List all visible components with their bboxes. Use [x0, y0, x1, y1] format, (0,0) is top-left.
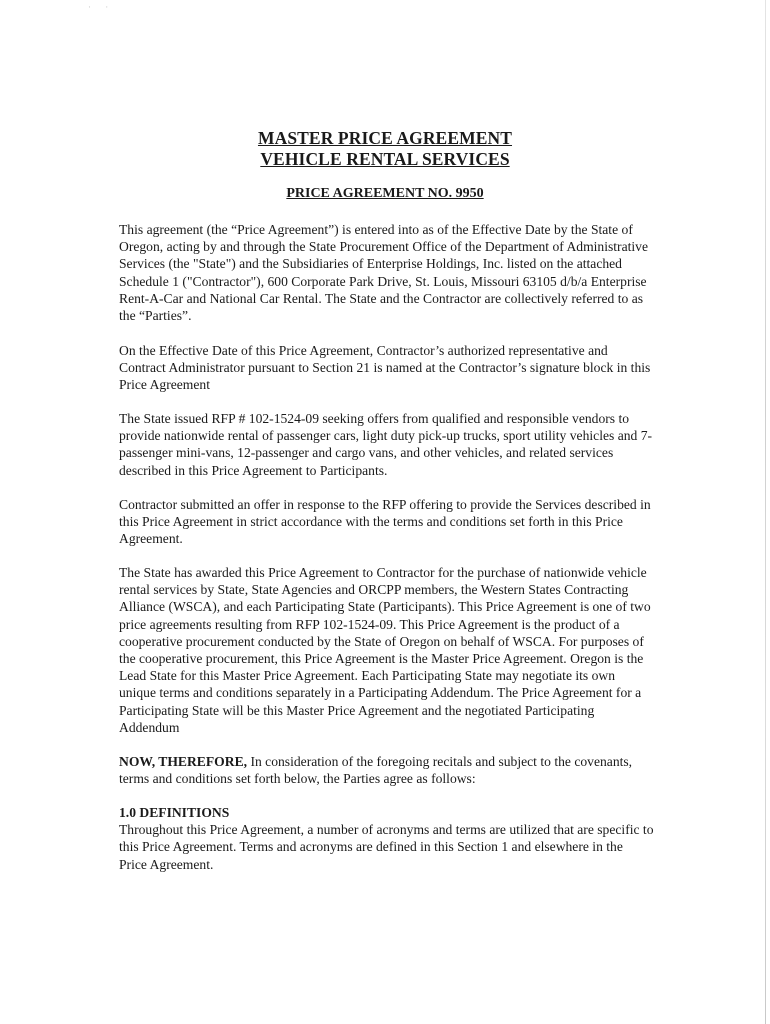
- paragraph-offer-submitted: Contractor submitted an offer in response to the RFP offering to provide the Services described in this Price Agreement in strict accordance with the terms and conditions set forth in this Price Agreement.: [119, 497, 651, 547]
- section-heading-definitions: 1.0 DEFINITIONS: [119, 805, 230, 820]
- document-title-line-2: VEHICLE RENTAL SERVICES: [260, 149, 510, 169]
- now-therefore-text: In consideration of the foregoing recitals and subject to the covenants, terms and conditions set forth below, the Parties agree as follows:: [119, 754, 633, 787]
- paragraph-rfp-issued: The State issued RFP # 102-1524-09 seeking offers from qualified and responsible vendors to provide nationwide rental of passenger cars, light duty pick-up trucks, sport utility vehicles and 7-passenger mini-vans, 12-passenger and cargo vans, and other vehicles, and related services described in this Price Agreement to Participants.: [119, 411, 653, 478]
- paragraph-intro: This agreement (the “Price Agreement”) is entered into as of the Effective Date by the State of Oregon, acting by and through the State Procurement Office of the Department of Administrative Services (the "State") and the Subsidiaries of Enterprise Holdings, Inc. listed on the attached Schedule 1 ("Contractor"), 600 Corporate Park Drive, St. Louis, Missouri 63105 d/b/a Enterprise Rent-A-Car and National Car Rental. The State and the Contractor are collectively referred to as the “Parties”.: [119, 222, 649, 324]
- document-title-line-1: MASTER PRICE AGREEMENT: [257, 128, 513, 148]
- paragraph-award: The State has awarded this Price Agreement to Contractor for the purchase of nationwide vehicle rental services by State, State Agencies and ORCPP members, the Western States Contracting Alliance (WSCA), and each Participating State (Participants). This Price Agreement is one of two price agreements resulting from RFP 102-1524-09. This Price Agreement is the product of a cooperative procurement conducted by the State of Oregon on behalf of WSCA. For purposes of the cooperative procurement, this Price Agreement is the Master Price Agreement. Oregon is the Lead State for this Master Price Agreement. Each Participating State may negotiate its own unique terms and conditions separately in a Participating Addendum. The Price Agreement for a Participating State will be this Master Price Agreement and the negotiated Participating Addendum: [119, 565, 651, 735]
- section-definitions: [119, 804, 654, 873]
- now-therefore-lead: NOW, THEREFORE,: [119, 754, 248, 769]
- section-text-definitions: Throughout this Price Agreement, a number of acronyms and terms are utilized that are specific to this Price Agreement. Terms and acronyms are defined in this Section 1 and elsewhere in the Price Agreement.: [119, 822, 654, 872]
- paragraph-effective-date: On the Effective Date of this Price Agreement, Contractor’s authorized representative and Contract Administrator pursuant to Section 21 is named at the Contractor’s signature block in this Price Agreement: [119, 343, 651, 393]
- scan-speck: · ·: [88, 2, 115, 12]
- document-title-block: [0, 128, 770, 170]
- paragraph-now-therefore: [119, 753, 654, 787]
- agreement-number: PRICE AGREEMENT NO. 9950: [286, 186, 484, 201]
